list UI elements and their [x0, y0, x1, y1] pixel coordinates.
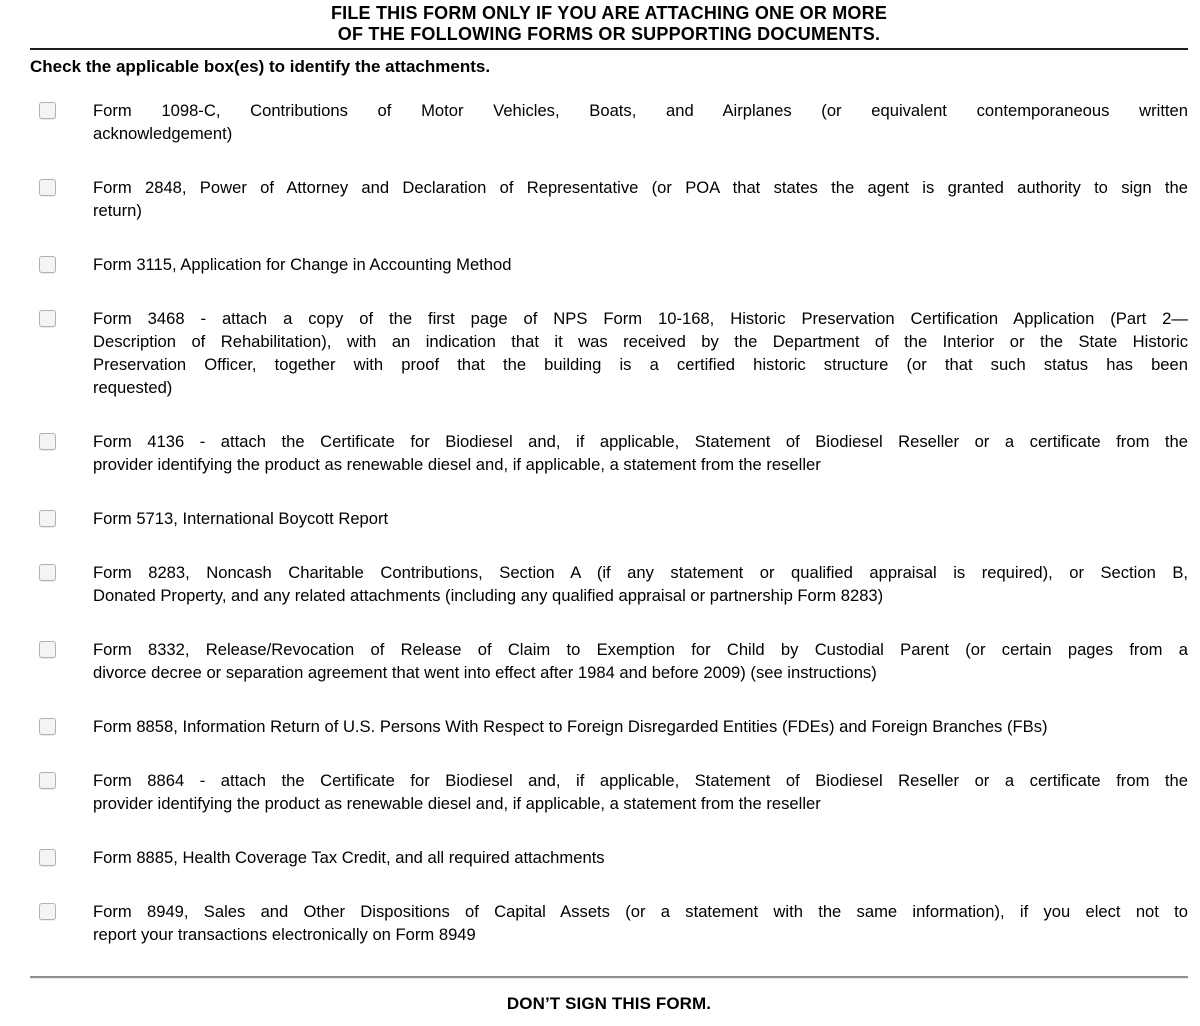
attachment-line: Form 8332, Release/Revocation of Release of Claim to Exemption for Child by Custodial Parent (or certain pages from a	[93, 640, 1188, 659]
attachment-line: Description of Rehabilitation), with an indication that it was received by the Department of the Interior or the State Historic	[93, 332, 1188, 351]
attachment-label	[93, 307, 1188, 399]
attachment-line: Form 3115, Application for Change in Accounting Method	[93, 255, 512, 274]
attachment-row	[30, 715, 1188, 738]
attachment-line: Form 5713, International Boycott Report	[93, 509, 389, 528]
attachment-checkbox[interactable]	[39, 564, 56, 581]
attachment-label	[93, 507, 1188, 530]
attachment-row	[30, 638, 1188, 684]
attachment-checkbox[interactable]	[39, 772, 56, 789]
attachment-line: Preservation Officer, together with proof that the building is a certified historic structure (or that such status has been	[93, 355, 1188, 374]
attachment-line: Donated Property, and any related attachments (including any qualified appraisal or partnership Form 8283)	[93, 586, 884, 605]
attachment-row	[30, 769, 1188, 815]
attachment-checkbox[interactable]	[39, 256, 56, 273]
attachment-row	[30, 900, 1188, 946]
attachment-line: provider identifying the product as renewable diesel and, if applicable, a statement from the reseller	[93, 455, 821, 474]
attachment-list	[30, 99, 1188, 946]
instruction-text: Check the applicable box(es) to identify the attachments.	[30, 57, 491, 76]
attachment-label	[93, 638, 1188, 684]
dont-sign-warning: DON’T SIGN THIS FORM.	[506, 994, 712, 1013]
form-header-line1: FILE THIS FORM ONLY IF YOU ARE ATTACHING ONE OR MORE	[330, 3, 888, 23]
attachment-checkbox[interactable]	[39, 510, 56, 527]
header-divider	[30, 48, 1188, 50]
attachment-line: Form 3468 - attach a copy of the first page of NPS Form 10-168, Historic Preservation Certification Application (Part 2—	[93, 309, 1188, 328]
attachment-checkbox[interactable]	[39, 903, 56, 920]
attachment-line: Form 4136 - attach the Certificate for Biodiesel and, if applicable, Statement of Biodiesel Reseller or a certificate from the	[93, 432, 1188, 451]
attachment-row	[30, 846, 1188, 869]
attachment-line: report your transactions electronically on Form 8949	[93, 925, 476, 944]
form-header	[30, 0, 1188, 45]
attachment-checkbox[interactable]	[39, 433, 56, 450]
attachment-line: acknowledgement)	[93, 124, 233, 143]
attachment-label	[93, 769, 1188, 815]
attachment-label	[93, 253, 1188, 276]
attachment-line: return)	[93, 201, 142, 220]
attachment-label	[93, 176, 1188, 222]
attachment-line: Form 8949, Sales and Other Dispositions of Capital Assets (or a statement with the same information), if you elect not to	[93, 902, 1188, 921]
attachment-line: provider identifying the product as renewable diesel and, if applicable, a statement from the reseller	[93, 794, 821, 813]
attachment-line: divorce decree or separation agreement that went into effect after 1984 and before 2009) (see instructions)	[93, 663, 877, 682]
attachment-label	[93, 846, 1188, 869]
attachment-label	[93, 561, 1188, 607]
attachment-line: Form 8283, Noncash Charitable Contributions, Section A (if any statement or qualified appraisal is required), or Section B,	[93, 563, 1188, 582]
pre-footer-divider	[30, 976, 1188, 978]
attachment-line: Form 8858, Information Return of U.S. Persons With Respect to Foreign Disregarded Entities (FDEs) and Foreign Branches (FBs)	[93, 717, 1048, 736]
attachment-row	[30, 99, 1188, 145]
attachment-label	[93, 900, 1188, 946]
attachment-checkbox[interactable]	[39, 718, 56, 735]
attachment-line: Form 2848, Power of Attorney and Declaration of Representative (or POA that states the agent is granted authority to sign the	[93, 178, 1188, 197]
attachment-row	[30, 307, 1188, 399]
attachment-checkbox[interactable]	[39, 102, 56, 119]
attachment-row	[30, 430, 1188, 476]
attachment-checkbox[interactable]	[39, 641, 56, 658]
attachment-row	[30, 176, 1188, 222]
attachment-line: Form 8864 - attach the Certificate for Biodiesel and, if applicable, Statement of Biodiesel Reseller or a certificate from the	[93, 771, 1188, 790]
attachment-checkbox[interactable]	[39, 179, 56, 196]
attachment-row	[30, 561, 1188, 607]
attachment-line: requested)	[93, 378, 173, 397]
attachment-row	[30, 253, 1188, 276]
attachment-line: Form 8885, Health Coverage Tax Credit, and all required attachments	[93, 848, 605, 867]
attachment-line: Form 1098-C, Contributions of Motor Vehicles, Boats, and Airplanes (or equivalent contemporaneous written	[93, 101, 1188, 120]
attachment-label	[93, 99, 1188, 145]
attachment-checkbox[interactable]	[39, 310, 56, 327]
form-header-line2: OF THE FOLLOWING FORMS OR SUPPORTING DOCUMENTS.	[337, 24, 881, 44]
attachment-row	[30, 507, 1188, 530]
attachment-checkbox[interactable]	[39, 849, 56, 866]
attachment-label	[93, 715, 1188, 738]
attachment-label	[93, 430, 1188, 476]
